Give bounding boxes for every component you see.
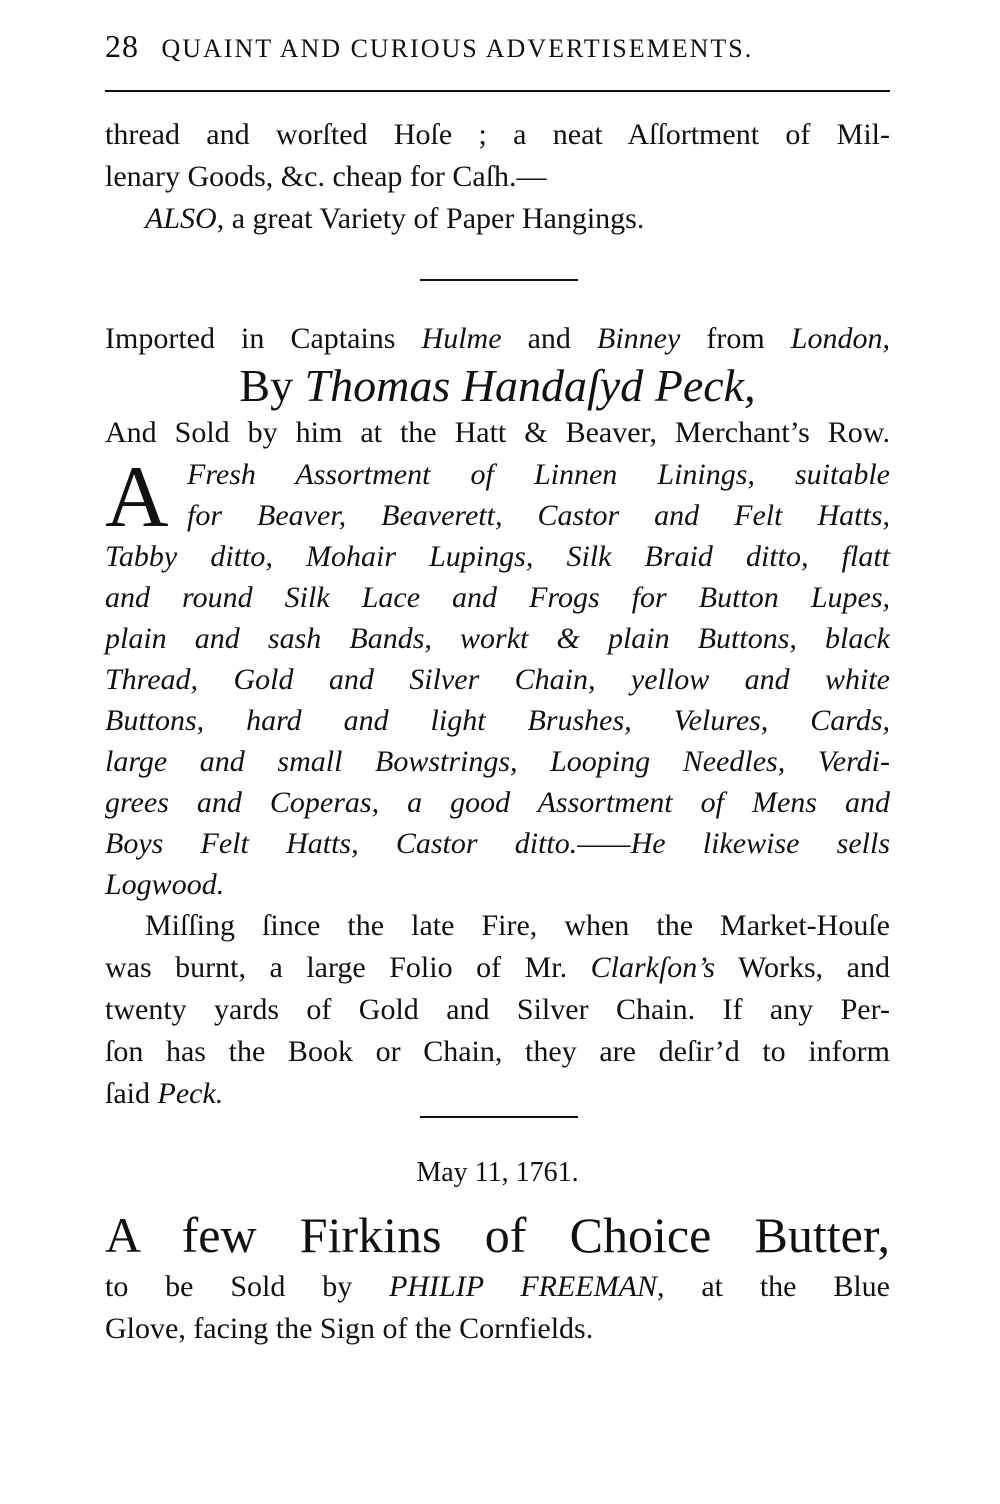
goods-line: grees and Coperas, a good Assortment of Mens and (105, 786, 890, 819)
also-word: ALSO (145, 202, 217, 235)
goods-line: plain and sash Bands, workt & plain Buttons, black (105, 622, 890, 655)
goods-line: and round Silk Lace and Frogs for Button Lupes, (105, 581, 890, 614)
merchant-name: Thomas Handaſyd Peck, (304, 360, 756, 411)
advertisement-peck (105, 318, 890, 1115)
goods-line: Fresh Assortment of Linnen Linings, suitable (187, 458, 890, 491)
goods-line: for Beaver, Beaverett, Castor and Felt Hatts, (187, 499, 890, 532)
merchant-surname: Peck. (157, 1077, 224, 1110)
butter-headline: A few Firkins of Choice Butter, (105, 1207, 890, 1263)
missing-line (105, 947, 890, 989)
goods-list (105, 449, 890, 905)
header-rule (105, 90, 890, 92)
butter-line (105, 1266, 890, 1308)
section-divider (420, 1116, 578, 1118)
section-divider (420, 279, 578, 281)
goods-line: Thread, Gold and Silver Chain, yellow and white (105, 663, 890, 696)
missing-line: Miſſing ſince the late Fire, when the Market-Houſe (145, 909, 890, 942)
author-name: Clarkſon’s (590, 951, 716, 984)
butter-text: to be Sold by (105, 1270, 390, 1303)
ad-text-line (105, 198, 890, 240)
butter-text: at the Blue (664, 1270, 890, 1303)
sold-line: And Sold by him at the Hatt & Beaver, Merchant’s Row. (105, 416, 890, 449)
drop-cap: A (105, 449, 169, 546)
running-title: QUAINT AND CURIOUS ADVERTISEMENTS. (161, 34, 754, 63)
goods-line: Tabby ditto, Mohair Lupings, Silk Braid ditto, flatt (105, 540, 890, 573)
ad-text-line: thread and worſted Hoſe ; a neat Aſſortment of Mil- (105, 118, 890, 151)
merchant-heading (105, 360, 890, 412)
goods-line: Boys Felt Hatts, Castor ditto.——He likewise sells (105, 827, 890, 860)
goods-line: Buttons, hard and light Brushes, Velures, Cards, (105, 704, 890, 737)
imported-text: Imported in Captains (105, 322, 422, 355)
missing-line: ſon has the Book or Chain, they are deſir’d to inform (105, 1035, 890, 1068)
missing-text: was burnt, a large Folio of Mr. (105, 951, 591, 984)
captain-name: Hulme (421, 322, 502, 355)
also-rest: , a great Variety of Paper Hangings. (216, 202, 645, 235)
seller-name: PHILIP FREEMAN, (389, 1270, 665, 1303)
imported-text: from (680, 322, 791, 355)
imported-text: and (501, 322, 598, 355)
goods-line: large and small Bowstrings, Looping Needles, Verdi- (105, 745, 890, 778)
missing-text: ſaid (105, 1077, 158, 1110)
ad-date: May 11, 1761. (416, 1157, 579, 1188)
advertisement-butter (105, 1152, 890, 1350)
by-word: By (239, 360, 305, 411)
running-header (105, 28, 890, 65)
page-number: 28 (105, 28, 139, 64)
goods-line: Logwood. (105, 868, 225, 901)
butter-line: Glove, facing the Sign of the Cornfields. (105, 1312, 594, 1345)
missing-text: Works, and (715, 951, 890, 984)
captain-name: Binney (597, 322, 681, 355)
advertisement-hose (105, 114, 890, 240)
missing-line: twenty yards of Gold and Silver Chain. If any Per- (105, 993, 890, 1026)
imported-line (105, 318, 890, 360)
origin-city: London, (790, 322, 890, 355)
missing-line (105, 1073, 890, 1115)
ad-text-line: lenary Goods, &c. cheap for Caſh.— (105, 160, 547, 193)
